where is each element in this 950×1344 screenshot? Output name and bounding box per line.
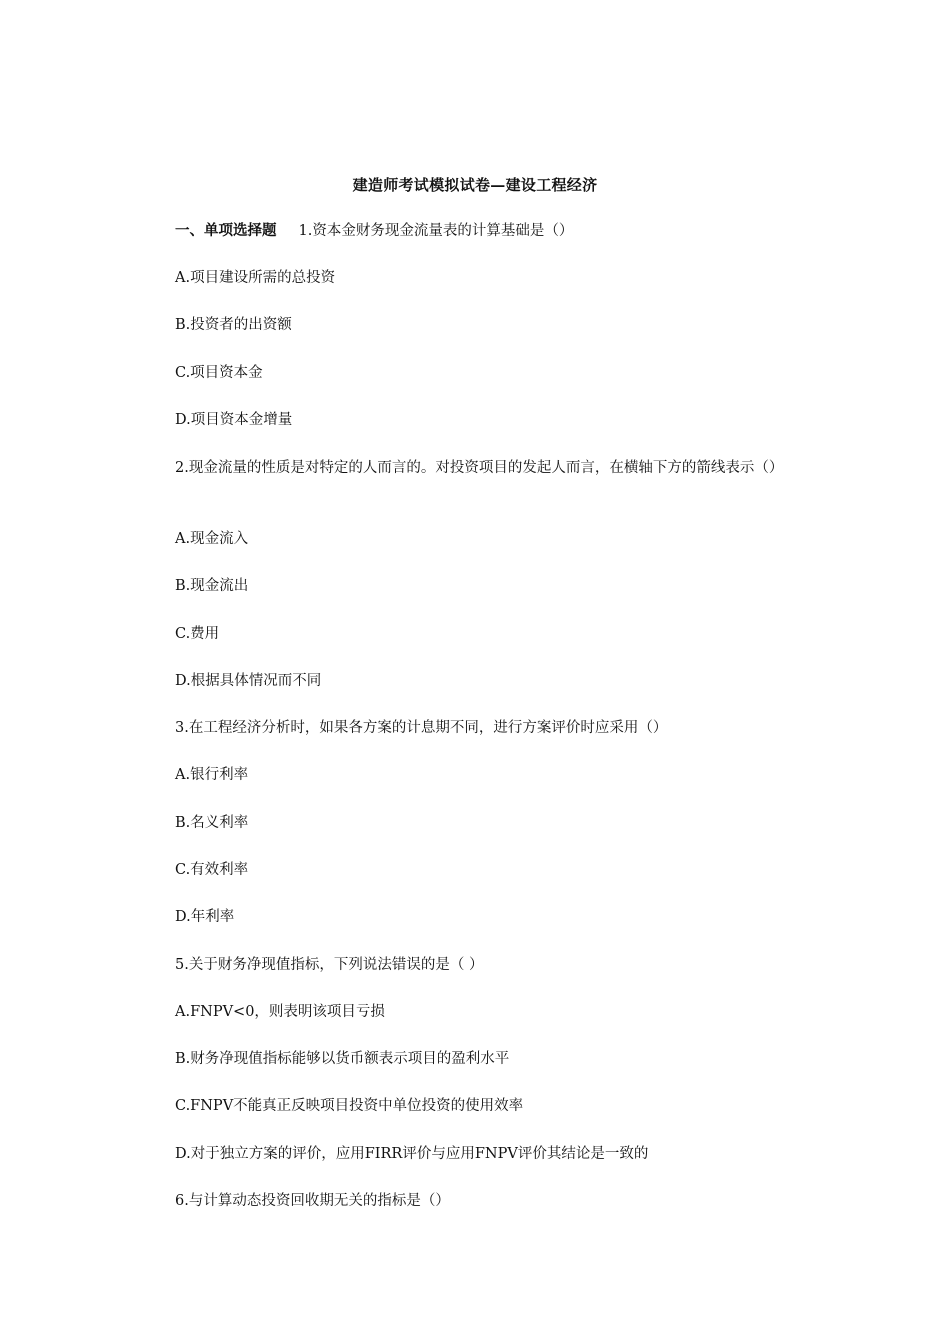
question-1 [175, 219, 573, 243]
q3-option-a: A.银行利率 [175, 767, 249, 783]
q5-option-a: A.FNPV<0，则表明该项目亏损 [175, 1004, 385, 1020]
question-2-text: 2.现金流量的性质是对特定的人而言的。对投资项目的发起人而言，在横轴下方的箭线表示（） [175, 460, 784, 476]
q3-option-c: C.有效利率 [175, 862, 249, 878]
q2-option-b: B.现金流出 [175, 578, 249, 594]
q1-option-b: B.投资者的出资额 [175, 317, 292, 333]
q2-option-c: C.费用 [175, 626, 220, 642]
q2-option-a: A.现金流入 [175, 531, 249, 547]
q3-option-d: D.年利率 [175, 909, 235, 925]
question-5-text: 5.关于财务净现值指标，下列说法错误的是（ ） [175, 957, 484, 973]
q5-option-d: D.对于独立方案的评价，应用FIRR评价与应用FNPV评价其结论是一致的 [175, 1146, 649, 1162]
q5-option-b: B.财务净现值指标能够以货币额表示项目的盈利水平 [175, 1051, 510, 1067]
page-title: 建造师考试模拟试卷—建设工程经济 [352, 176, 598, 194]
section-heading: 一、单项选择题 [175, 222, 277, 239]
q2-option-d: D.根据具体情况而不同 [175, 673, 322, 689]
q1-option-a: A.项目建设所需的总投资 [175, 270, 336, 286]
q3-option-b: B.名义利率 [175, 815, 249, 831]
q1-option-c: C.项目资本金 [175, 365, 263, 381]
q5-option-c: C.FNPV不能真正反映项目投资中单位投资的使用效率 [175, 1098, 524, 1114]
question-1-text: 1.资本金财务现金流量表的计算基础是（） [298, 223, 574, 239]
question-3-text: 3.在工程经济分析时，如果各方案的计息期不同，进行方案评价时应采用（） [175, 720, 668, 736]
question-6-text: 6.与计算动态投资回收期无关的指标是（） [175, 1193, 450, 1209]
q1-option-d: D.项目资本金增量 [175, 412, 293, 428]
